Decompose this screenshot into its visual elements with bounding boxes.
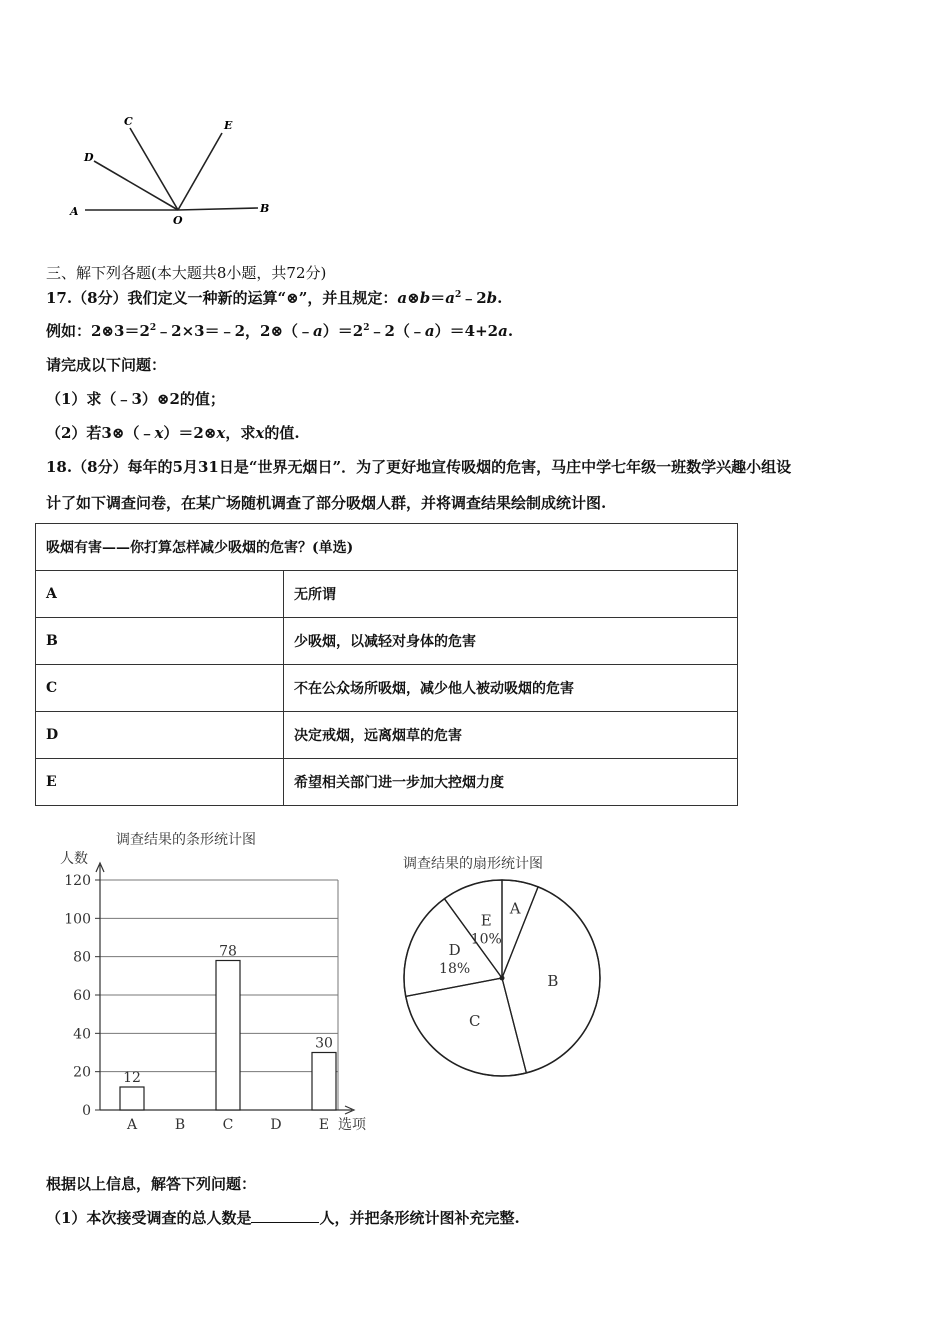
pie-slice-label: E [480,911,492,930]
survey-key: D [36,712,284,759]
label-d: D [84,151,94,164]
y-tick-label: 120 [64,873,91,889]
answer-intro: 根据以上信息，解答下列问题： [46,1175,257,1193]
survey-key: C [36,665,284,712]
survey-key: E [36,759,284,806]
q17-intro: 17.（8分）我们定义一种新的运算“⊗”，并且规定：$a\otimes b=a^2﹣2b$. [46,289,503,307]
pie-slice-percent: 10% [470,931,502,948]
y-tick-label: 80 [73,949,91,966]
q17-part1: （1）求（﹣3）⊗2的值； [46,390,225,408]
survey-header-row [36,524,738,571]
y-tick-label: 100 [64,911,91,928]
label-a: A [70,205,79,218]
q17-prompt: 请完成以下问题： [46,356,167,374]
bar-chart-title: 调查结果的条形统计图 [116,832,256,848]
q17-part2: （2）若3⊗（﹣x）＝2⊗x，求x的值. [46,424,300,442]
bar [120,1087,144,1110]
ray-od [94,161,178,210]
pie-slice-label: D [448,941,461,960]
label-c: C [124,115,133,128]
q18-line1: 18.（8分）每年的5月31日是“世界无烟日”．为了更好地宣传吸烟的危害，马庄中学七年级一班数学兴趣小组设 [46,458,792,476]
survey-text: 希望相关部门进一步加大控烟力度 [284,759,738,806]
y-tick-label: 0 [82,1103,91,1119]
bar [216,961,240,1111]
ray-ob [178,208,258,210]
pie-slice-label: A [509,899,521,918]
survey-key: B [36,618,284,665]
survey-table [35,523,738,806]
survey-row [36,759,738,806]
label-o: O [173,214,183,227]
x-tick-label: D [270,1117,282,1133]
bar-chart [40,825,390,1140]
pie-chart [395,848,615,1083]
q18-line2: 计了如下调查问卷，在某广场随机调查了部分吸烟人群，并将调查结果绘制成统计图. [46,494,607,512]
pie-slice-label: C [468,1012,481,1031]
x-tick-label: A [126,1117,138,1133]
x-tick-label: B [174,1117,186,1133]
q17-example: 例如：$2\otimes 3=2^2﹣2\times 3=﹣2$，$2\otimes(﹣a)=2^2﹣2(﹣a)=4+2a$. [46,322,514,340]
y-tick-label: 20 [73,1064,91,1081]
angle-figure [60,98,300,238]
ray-oc [130,128,178,210]
bar-value-label: 78 [219,943,237,960]
answer-q1: （1）本次接受调查的总人数是 人，并把条形统计图补充完整. [46,1209,520,1227]
survey-key: A [36,571,284,618]
answer-blank[interactable] [251,1208,319,1223]
survey-row [36,571,738,618]
survey-header: 吸烟有害——你打算怎样减少吸烟的危害？(单选) [36,524,738,571]
pie-slice-percent: 18% [439,961,471,978]
section-title: 三、解下列各题(本大题共8小题，共72分) [46,264,327,282]
ray-oe [178,133,222,210]
survey-row [36,618,738,665]
bar-chart-ylabel: 人数 [60,851,88,867]
survey-row [36,665,738,712]
bar-chart-xlabel: 选项 [338,1117,366,1133]
label-b: B [260,202,270,215]
survey-text: 少吸烟，以减轻对身体的危害 [284,618,738,665]
survey-text: 无所谓 [284,571,738,618]
label-e: E [224,119,233,132]
bar [312,1053,336,1111]
pie-chart-title: 调查结果的扇形统计图 [403,856,543,872]
bar-value-label: 12 [123,1070,141,1086]
x-tick-label: C [222,1117,234,1133]
pie-center [500,976,505,981]
y-tick-label: 60 [73,988,91,1004]
y-tick-label: 40 [73,1026,91,1043]
survey-row [36,712,738,759]
bar-value-label: 30 [315,1035,333,1052]
survey-text: 决定戒烟，远离烟草的危害 [284,712,738,759]
pie-slice-label: B [547,972,559,991]
x-tick-label: E [318,1117,330,1133]
survey-text: 不在公众场所吸烟，减少他人被动吸烟的危害 [284,665,738,712]
